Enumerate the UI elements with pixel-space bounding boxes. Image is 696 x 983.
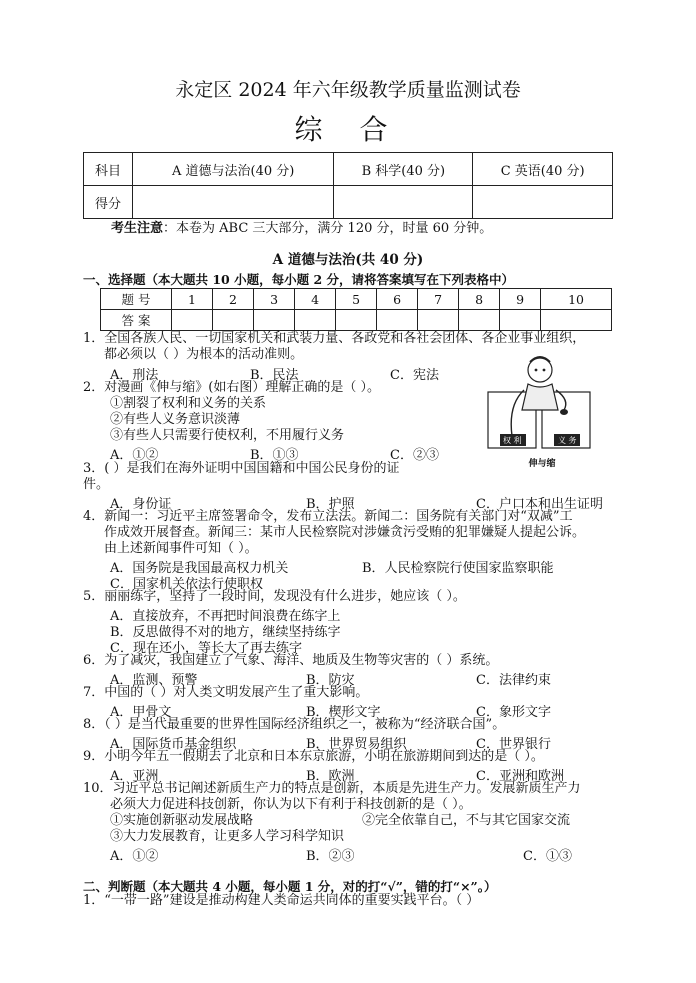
answer-table-number: 5 [336,289,377,310]
part2-heading: 二、判断题（本大题共 4 小题，每小题 1 分，对的打“√”，错的打“×”。） [83,879,497,894]
answer-table-number: 4 [295,289,336,310]
answer-table-ans-label: 答 案 [101,310,172,331]
q2-statement-1: ①割裂了权利和义务的关系 [110,396,267,411]
q9-option-b[interactable]: B．欧洲 [306,769,355,784]
answer-table-number: 9 [500,289,541,310]
section-a-title: A 道德与法治(共 40 分) [272,252,424,268]
q4-line3: 由上述新闻事件可知（ ）。 [104,541,258,556]
score-label: 得分 [84,186,133,219]
q5-line1: 5．丽丽练字，坚持了一段时间，发现没有什么进步，她应该（ ）。 [83,589,466,604]
score-cell-a[interactable] [133,186,334,219]
answer-table-number: 3 [254,289,295,310]
score-cell-c[interactable] [473,186,613,219]
notice-label-text: 考生注意 [111,221,164,236]
q2-line1: 2．对漫画《伸与缩》(如右图）理解正确的是（ ）。 [83,380,380,395]
q5-option-a[interactable]: A．直接放弃，不再把时间浪费在练字上 [110,609,341,624]
q6-line1: 6．为了减灾，我国建立了气象、海洋、地质及生物等灾害的（ ）系统。 [83,653,499,668]
q3-line1: 3．( ）是我们在海外证明中国国籍和中国公民身份的证 [83,461,400,476]
answer-cell[interactable] [172,310,213,331]
subject-a: A 道德与法治(40 分) [133,153,334,186]
q9-option-a[interactable]: A．亚洲 [110,769,159,784]
cartoon-box-left-label: 权 利 [503,436,522,445]
judge-q1: 1．“一带一路”建设是推动构建人类命运共同体的重要实践平台。（ ） [83,893,480,908]
q6-option-b[interactable]: B．防灾 [306,673,355,688]
answer-table-number: 1 [172,289,213,310]
q7-option-a[interactable]: A．甲骨文 [110,705,172,720]
q7-option-c[interactable]: C．象形文字 [476,705,551,720]
q8-option-b[interactable]: B．世界贸易组织 [306,737,407,752]
answer-table-number: 6 [377,289,418,310]
cartoon-illustration [478,350,606,468]
q1-option-c[interactable]: C．宪法 [390,368,439,383]
subject-b: B 科学(40 分) [334,153,473,186]
subject-label: 科目 [84,153,133,186]
q1-line2: 都必须以（ ）为根本的活动准则。 [104,347,304,362]
q10-statement-3: ③大力发展教育，让更多人学习科学知识 [110,829,345,844]
exam-subtitle: 综 合 [294,113,402,146]
q8-option-c[interactable]: C．世界银行 [476,737,551,752]
answer-cell[interactable] [377,310,418,331]
q10-statement-2: ②完全依靠自己，不与其它国家交流 [362,813,571,828]
cartoon-box-right-label: 义 务 [558,436,577,445]
q2-option-a[interactable]: A．①② [110,448,159,463]
answer-cell[interactable] [500,310,541,331]
answer-cell[interactable] [541,310,612,331]
score-table [83,152,613,219]
q8-option-a[interactable]: A．国际货币基金组织 [110,737,237,752]
q4-line2: 作成效开展督查。新闻三：某市人民检察院对涉嫌贪污受贿的犯罪嫌疑人提起公诉。 [104,525,586,540]
exam-title: 永定区 2024 年六年级教学质量监测试卷 [175,79,521,101]
q2-statement-3: ③有些人只需要行使权利，不用履行义务 [110,428,345,443]
q2-statement-2: ②有些人义务意识淡薄 [110,412,241,427]
q3-option-b[interactable]: B．护照 [306,497,355,512]
answer-table-number: 10 [541,289,612,310]
q5-option-c[interactable]: C．现在还小，等长大了再去练字 [110,641,302,656]
q3-option-a[interactable]: A．身份证 [110,497,172,512]
answer-cell[interactable] [459,310,500,331]
q5-option-b[interactable]: B．反思做得不对的地方，继续坚持练字 [110,625,341,640]
cartoon-caption: 伸与缩 [528,459,556,469]
q6-option-c[interactable]: C．法律约束 [476,673,551,688]
q10-line2: 必须大力促进科技创新，你认为以下有利于科技创新的是（ ）。 [110,797,472,812]
part1-heading: 一、选择题（本大题共 10 小题，每小题 2 分，请将答案填写在下列表格中） [83,272,515,287]
q9-line1: 9．小明今年五一假期去了北京和日本东京旅游，小明在旅游期间到达的是（ ）。 [83,749,544,764]
q1-option-b[interactable]: B．民法 [250,368,299,383]
q3-option-c[interactable]: C．户口本和出生证明 [476,497,603,512]
q9-option-c[interactable]: C．亚洲和欧洲 [476,769,564,784]
q4-line1: 4．新闻一：习近平主席签署命令，发布立法法。新闻二：国务院有关部门对“双减”工 [83,509,573,524]
q10-statement-1: ①实施创新驱动发展战略 [110,813,254,828]
q1-line1: 1．全国各族人民、一切国家机关和武装力量、各政党和各社会团体、各企业事业组织， [83,331,586,346]
q6-option-a[interactable]: A．监测、预警 [110,673,198,688]
q8-line1: 8．（ ）是当代最重要的世界性国际经济组织之一，被称为“经济联合国”。 [83,717,506,732]
q10-option-c[interactable]: C．①③ [523,849,572,864]
answer-cell[interactable] [336,310,377,331]
notice-text: ：本卷为 ABC 三大部分，满分 120 分，时量 60 分钟。 [163,221,493,236]
q10-line1: 10．习近平总书记阐述新质生产力的特点是创新，本质是先进生产力。发展新质生产力 [83,781,581,796]
answer-cell[interactable] [295,310,336,331]
q10-option-a[interactable]: A．①② [110,849,159,864]
q2-option-b[interactable]: B．①③ [250,448,299,463]
answer-table-number: 2 [213,289,254,310]
exam-notice [111,217,492,236]
cartoon-drawing [478,350,606,468]
answer-cell[interactable] [213,310,254,331]
score-cell-b[interactable] [334,186,473,219]
q3-line2: 件。 [83,477,110,492]
q4-option-c[interactable]: C．国家机关依法行使职权 [110,577,263,592]
q10-option-b[interactable]: B．②③ [306,849,355,864]
answer-cell[interactable] [418,310,459,331]
answer-table-number: 8 [459,289,500,310]
answer-table-num-label: 题 号 [101,289,172,310]
answer-table-number: 7 [418,289,459,310]
answer-table [100,288,612,331]
q7-option-b[interactable]: B．楔形文字 [306,705,381,720]
q4-option-a[interactable]: A．国务院是我国最高权力机关 [110,561,289,576]
subject-c: C 英语(40 分) [473,153,613,186]
answer-cell[interactable] [254,310,295,331]
q1-option-a[interactable]: A．刑法 [110,368,159,383]
q2-option-c[interactable]: C．②③ [390,448,439,463]
q4-option-b[interactable]: B．人民检察院行使国家监察职能 [362,561,554,576]
q7-line1: 7．中国的（ ）对人类文明发展产生了重大影响。 [83,685,369,700]
